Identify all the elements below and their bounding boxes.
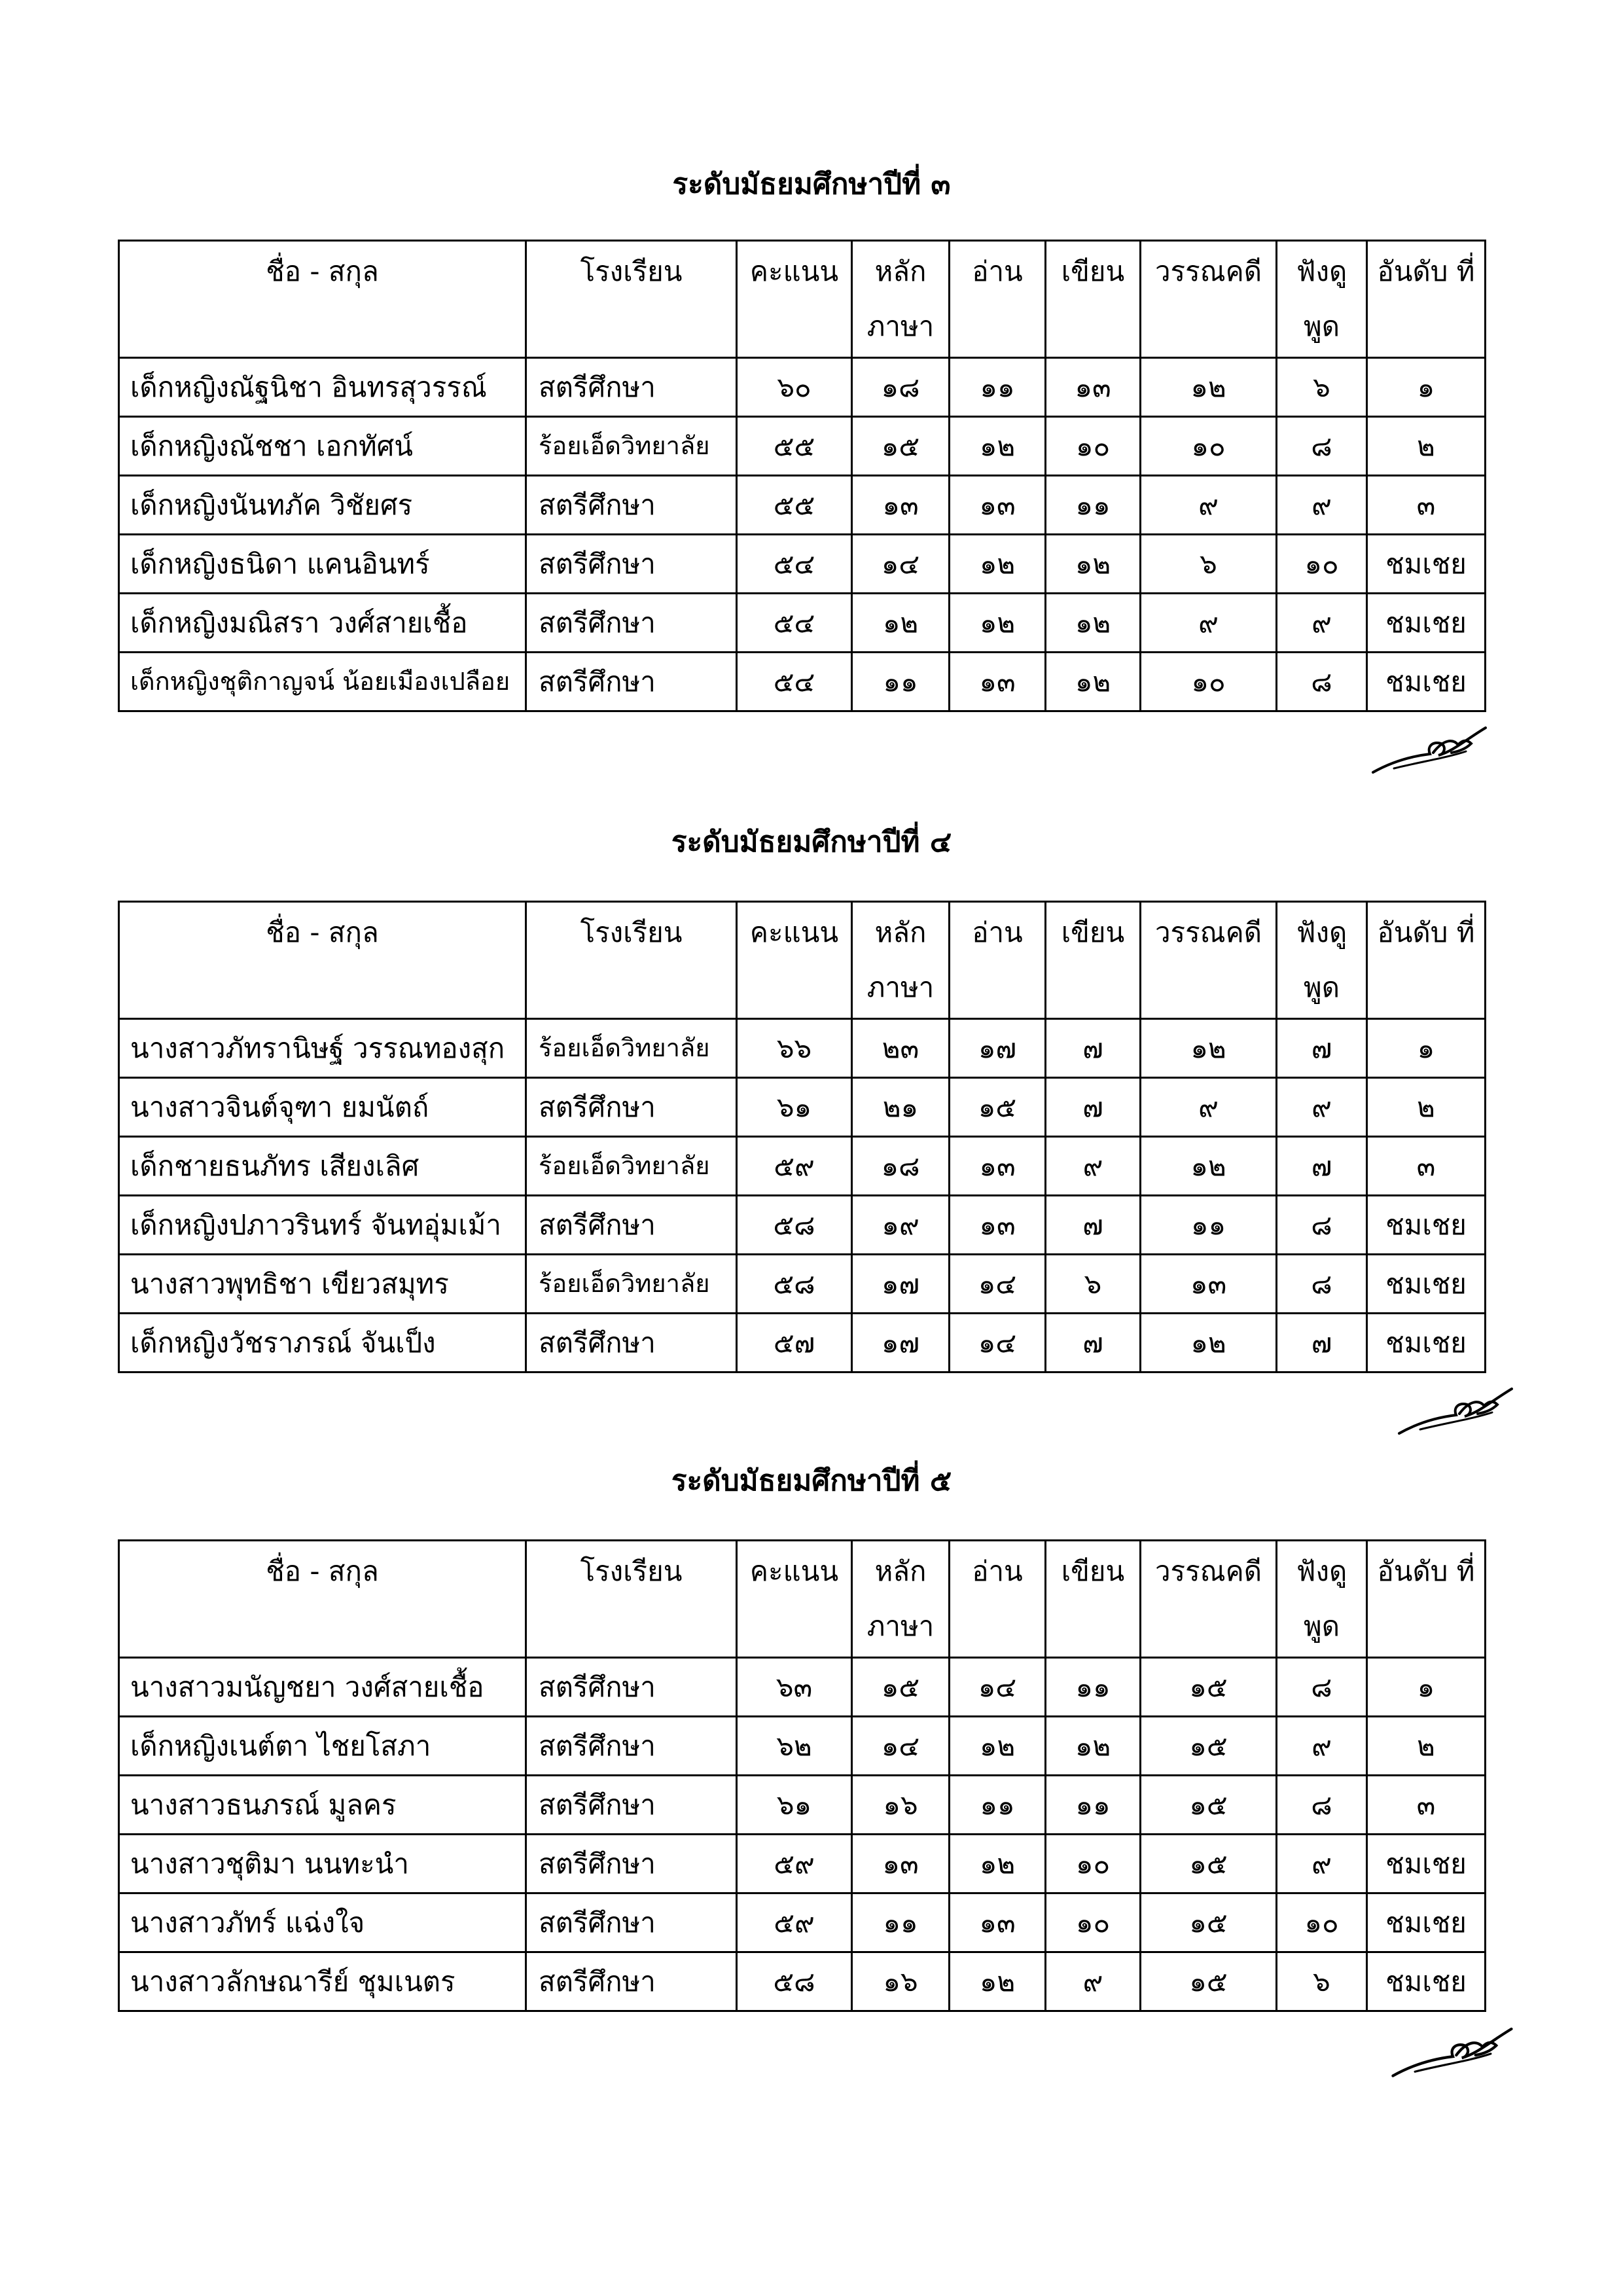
- cell-rank: ๒: [1367, 417, 1486, 476]
- table-row: [119, 417, 1486, 476]
- cell-school: สตรีศึกษา: [526, 1717, 737, 1776]
- cell-score: ๕๕: [737, 476, 852, 535]
- cell-literature: ๑๐: [1141, 417, 1277, 476]
- cell-rank: ชมเชย: [1367, 1255, 1486, 1314]
- cell-name: เด็กหญิงนันทภัค วิชัยศร: [119, 476, 526, 535]
- cell-reading: ๑๒: [950, 594, 1046, 653]
- cell-school: ร้อยเอ็ดวิทยาลัย: [526, 1137, 737, 1196]
- cell-score: ๕๔: [737, 535, 852, 594]
- cell-grammar: ๒๑: [852, 1078, 950, 1137]
- cell-writing: ๗: [1046, 1196, 1141, 1255]
- table-row: [119, 1255, 1486, 1314]
- col-header-grammar: หลัก ภาษา: [852, 902, 950, 1019]
- cell-school: ร้อยเอ็ดวิทยาลัย: [526, 417, 737, 476]
- cell-name: เด็กชายธนภัทร เสียงเลิศ: [119, 1137, 526, 1196]
- table-row: [119, 1717, 1486, 1776]
- col-header-rank: อันดับ ที่: [1367, 902, 1486, 1019]
- header-row: [119, 241, 1486, 358]
- cell-literature: ๑๕: [1141, 1952, 1277, 2011]
- cell-school: สตรีศึกษา: [526, 1952, 737, 2011]
- cell-listening-speaking: ๘: [1277, 1658, 1367, 1717]
- cell-score: ๖๓: [737, 1658, 852, 1717]
- cell-rank: ชมเชย: [1367, 1952, 1486, 2011]
- table-row: [119, 1019, 1486, 1078]
- cell-grammar: ๑๕: [852, 417, 950, 476]
- cell-literature: ๑๕: [1141, 1893, 1277, 1952]
- cell-grammar: ๑๕: [852, 1658, 950, 1717]
- cell-reading: ๑๓: [950, 476, 1046, 535]
- cell-rank: ๓: [1367, 1776, 1486, 1835]
- cell-listening-speaking: ๘: [1277, 653, 1367, 711]
- cell-name: นางสาวภัทร์ แฉ่งใจ: [119, 1893, 526, 1952]
- results-table: [118, 1539, 1486, 2012]
- cell-name: นางสาวลักษณารีย์ ชุมเนตร: [119, 1952, 526, 2011]
- section-title: ระดับมัธยมศึกษาปีที่ ๔: [671, 825, 952, 859]
- cell-literature: ๑๕: [1141, 1717, 1277, 1776]
- cell-school: สตรีศึกษา: [526, 594, 737, 653]
- cell-name: นางสาวธนภรณ์ มูลคร: [119, 1776, 526, 1835]
- cell-grammar: ๑๘: [852, 1137, 950, 1196]
- col-header-grammar: หลัก ภาษา: [852, 1541, 950, 1658]
- cell-listening-speaking: ๘: [1277, 1776, 1367, 1835]
- cell-listening-speaking: ๗: [1277, 1314, 1367, 1372]
- cell-literature: ๑๒: [1141, 358, 1277, 417]
- cell-literature: ๙: [1141, 594, 1277, 653]
- cell-writing: ๑๒: [1046, 653, 1141, 711]
- cell-school: สตรีศึกษา: [526, 476, 737, 535]
- cell-name: นางสาวมนัญชยา วงศ์สายเชื้อ: [119, 1658, 526, 1717]
- table-row: [119, 358, 1486, 417]
- cell-school: สตรีศึกษา: [526, 1078, 737, 1137]
- col-header-writing: เขียน: [1046, 902, 1141, 1019]
- cell-reading: ๑๓: [950, 1196, 1046, 1255]
- col-header-name: ชื่อ - สกุล: [119, 1541, 526, 1658]
- cell-grammar: ๑๗: [852, 1314, 950, 1372]
- cell-name: นางสาวจินต์จุฑา ยมนัตถ์: [119, 1078, 526, 1137]
- col-header-listening-speaking: ฟังดู พูด: [1277, 902, 1367, 1019]
- cell-score: ๖๐: [737, 358, 852, 417]
- cell-school: ร้อยเอ็ดวิทยาลัย: [526, 1255, 737, 1314]
- cell-writing: ๑๐: [1046, 1835, 1141, 1893]
- table-row: [119, 1658, 1486, 1717]
- cell-reading: ๑๒: [950, 1952, 1046, 2011]
- header-row: [119, 1541, 1486, 1658]
- cell-score: ๕๔: [737, 594, 852, 653]
- cell-school: ร้อยเอ็ดวิทยาลัย: [526, 1019, 737, 1078]
- cell-score: ๕๗: [737, 1314, 852, 1372]
- table-row: [119, 1893, 1486, 1952]
- cell-score: ๕๘: [737, 1255, 852, 1314]
- cell-grammar: ๑๑: [852, 653, 950, 711]
- cell-score: ๖๖: [737, 1019, 852, 1078]
- cell-grammar: ๒๓: [852, 1019, 950, 1078]
- col-header-reading: อ่าน: [950, 902, 1046, 1019]
- col-header-school: โรงเรียน: [526, 902, 737, 1019]
- cell-reading: ๑๔: [950, 1314, 1046, 1372]
- cell-literature: ๑๒: [1141, 1314, 1277, 1372]
- cell-name: เด็กหญิงณัชชา เอกทัศน์: [119, 417, 526, 476]
- cell-score: ๕๔: [737, 653, 852, 711]
- col-header-listening-speaking: ฟังดู พูด: [1277, 241, 1367, 358]
- cell-reading: ๑๔: [950, 1255, 1046, 1314]
- cell-grammar: ๑๖: [852, 1952, 950, 2011]
- cell-rank: ๒: [1367, 1078, 1486, 1137]
- results-table: [118, 901, 1486, 1373]
- cell-rank: ชมเชย: [1367, 535, 1486, 594]
- cell-listening-speaking: ๖: [1277, 358, 1367, 417]
- cell-writing: ๑๐: [1046, 1893, 1141, 1952]
- cell-writing: ๖: [1046, 1255, 1141, 1314]
- col-header-writing: เขียน: [1046, 241, 1141, 358]
- cell-school: สตรีศึกษา: [526, 1835, 737, 1893]
- cell-reading: ๑๑: [950, 1776, 1046, 1835]
- cell-listening-speaking: ๘: [1277, 417, 1367, 476]
- cell-listening-speaking: ๗: [1277, 1137, 1367, 1196]
- cell-name: เด็กหญิงวัชราภรณ์ จันเป็ง: [119, 1314, 526, 1372]
- cell-name: เด็กหญิงธนิดา แคนอินทร์: [119, 535, 526, 594]
- cell-literature: ๑๓: [1141, 1255, 1277, 1314]
- cell-literature: ๑๕: [1141, 1658, 1277, 1717]
- cell-grammar: ๑๘: [852, 358, 950, 417]
- col-header-rank: อันดับ ที่: [1367, 1541, 1486, 1658]
- cell-school: สตรีศึกษา: [526, 1314, 737, 1372]
- cell-grammar: ๑๔: [852, 1717, 950, 1776]
- cell-listening-speaking: ๗: [1277, 1019, 1367, 1078]
- cell-rank: ชมเชย: [1367, 1196, 1486, 1255]
- cell-writing: ๑๒: [1046, 535, 1141, 594]
- table-row: [119, 535, 1486, 594]
- cell-name: นางสาวภัทรานิษฐ์ วรรณทองสุก: [119, 1019, 526, 1078]
- cell-reading: ๑๓: [950, 653, 1046, 711]
- cell-writing: ๙: [1046, 1137, 1141, 1196]
- cell-writing: ๑๐: [1046, 417, 1141, 476]
- col-header-listening-speaking: ฟังดู พูด: [1277, 1541, 1367, 1658]
- col-header-reading: อ่าน: [950, 241, 1046, 358]
- cell-literature: ๑๕: [1141, 1835, 1277, 1893]
- cell-reading: ๑๒: [950, 1717, 1046, 1776]
- cell-writing: ๑๑: [1046, 1658, 1141, 1717]
- table-row: [119, 653, 1486, 711]
- col-header-writing: เขียน: [1046, 1541, 1141, 1658]
- cell-school: สตรีศึกษา: [526, 358, 737, 417]
- cell-listening-speaking: ๖: [1277, 1952, 1367, 2011]
- cell-score: ๕๙: [737, 1893, 852, 1952]
- cell-rank: ๓: [1367, 1137, 1486, 1196]
- cell-school: สตรีศึกษา: [526, 1776, 737, 1835]
- col-header-literature: วรรณคดี: [1141, 902, 1277, 1019]
- section-title: ระดับมัธยมศึกษาปีที่ ๕: [671, 1464, 952, 1498]
- col-header-score: คะแนน: [737, 902, 852, 1019]
- cell-name: เด็กหญิงณัฐนิชา อินทรสุวรรณ์: [119, 358, 526, 417]
- cell-rank: ชมเชย: [1367, 1835, 1486, 1893]
- cell-listening-speaking: ๙: [1277, 1078, 1367, 1137]
- cell-school: สตรีศึกษา: [526, 653, 737, 711]
- cell-rank: ๑: [1367, 358, 1486, 417]
- cell-score: ๕๙: [737, 1137, 852, 1196]
- signature-image: [1368, 720, 1492, 785]
- cell-score: ๕๙: [737, 1835, 852, 1893]
- cell-rank: ๑: [1367, 1658, 1486, 1717]
- cell-school: สตรีศึกษา: [526, 535, 737, 594]
- cell-rank: ชมเชย: [1367, 594, 1486, 653]
- cell-grammar: ๑๑: [852, 1893, 950, 1952]
- cell-listening-speaking: ๑๐: [1277, 1893, 1367, 1952]
- cell-grammar: ๑๓: [852, 476, 950, 535]
- cell-reading: ๑๕: [950, 1078, 1046, 1137]
- cell-grammar: ๑๙: [852, 1196, 950, 1255]
- cell-school: สตรีศึกษา: [526, 1196, 737, 1255]
- cell-reading: ๑๓: [950, 1893, 1046, 1952]
- cell-writing: ๑๓: [1046, 358, 1141, 417]
- col-header-score: คะแนน: [737, 1541, 852, 1658]
- cell-listening-speaking: ๑๐: [1277, 535, 1367, 594]
- cell-name: เด็กหญิงมณิสรา วงศ์สายเชื้อ: [119, 594, 526, 653]
- cell-writing: ๗: [1046, 1019, 1141, 1078]
- cell-score: ๕๘: [737, 1196, 852, 1255]
- col-header-school: โรงเรียน: [526, 1541, 737, 1658]
- cell-literature: ๙: [1141, 1078, 1277, 1137]
- table-row: [119, 1314, 1486, 1372]
- col-header-name: ชื่อ - สกุล: [119, 902, 526, 1019]
- cell-grammar: ๑๗: [852, 1255, 950, 1314]
- cell-name: นางสาวพุทธิชา เขียวสมุทร: [119, 1255, 526, 1314]
- cell-listening-speaking: ๘: [1277, 1255, 1367, 1314]
- table-row: [119, 1196, 1486, 1255]
- cell-reading: ๑๒: [950, 1835, 1046, 1893]
- table-row: [119, 1835, 1486, 1893]
- cell-literature: ๑๐: [1141, 653, 1277, 711]
- table-row: [119, 594, 1486, 653]
- cell-literature: ๑๕: [1141, 1776, 1277, 1835]
- col-header-literature: วรรณคดี: [1141, 241, 1277, 358]
- cell-school: สตรีศึกษา: [526, 1658, 737, 1717]
- cell-reading: ๑๓: [950, 1137, 1046, 1196]
- cell-rank: ๒: [1367, 1717, 1486, 1776]
- cell-rank: ชมเชย: [1367, 1893, 1486, 1952]
- cell-writing: ๑๒: [1046, 594, 1141, 653]
- cell-listening-speaking: ๙: [1277, 1717, 1367, 1776]
- col-header-score: คะแนน: [737, 241, 852, 358]
- cell-score: ๖๑: [737, 1078, 852, 1137]
- section-title: ระดับมัธยมศึกษาปีที่ ๓: [672, 168, 951, 201]
- cell-grammar: ๑๖: [852, 1776, 950, 1835]
- table-row: [119, 1952, 1486, 2011]
- table-row: [119, 1137, 1486, 1196]
- cell-rank: ชมเชย: [1367, 1314, 1486, 1372]
- cell-literature: ๑๑: [1141, 1196, 1277, 1255]
- cell-grammar: ๑๓: [852, 1835, 950, 1893]
- cell-school: สตรีศึกษา: [526, 1893, 737, 1952]
- cell-grammar: ๑๒: [852, 594, 950, 653]
- cell-listening-speaking: ๙: [1277, 594, 1367, 653]
- col-header-rank: อันดับ ที่: [1367, 241, 1486, 358]
- cell-reading: ๑๒: [950, 535, 1046, 594]
- cell-grammar: ๑๔: [852, 535, 950, 594]
- cell-listening-speaking: ๘: [1277, 1196, 1367, 1255]
- header-row: [119, 902, 1486, 1019]
- table-row: [119, 1078, 1486, 1137]
- cell-reading: ๑๗: [950, 1019, 1046, 1078]
- cell-literature: ๙: [1141, 476, 1277, 535]
- cell-name: เด็กหญิงชุติกาญจน์ น้อยเมืองเปลือย: [119, 653, 526, 711]
- cell-name: นางสาวชุติมา นนทะนำ: [119, 1835, 526, 1893]
- cell-reading: ๑๔: [950, 1658, 1046, 1717]
- cell-score: ๕๘: [737, 1952, 852, 2011]
- table-row: [119, 476, 1486, 535]
- cell-rank: ชมเชย: [1367, 653, 1486, 711]
- table-row: [119, 1776, 1486, 1835]
- col-header-literature: วรรณคดี: [1141, 1541, 1277, 1658]
- cell-writing: ๑๒: [1046, 1717, 1141, 1776]
- cell-reading: ๑๑: [950, 358, 1046, 417]
- cell-listening-speaking: ๙: [1277, 476, 1367, 535]
- cell-literature: ๑๒: [1141, 1137, 1277, 1196]
- cell-writing: ๑๑: [1046, 476, 1141, 535]
- col-header-school: โรงเรียน: [526, 241, 737, 358]
- cell-literature: ๑๒: [1141, 1019, 1277, 1078]
- cell-name: เด็กหญิงปภาวรินทร์ จันทอุ่มเม้า: [119, 1196, 526, 1255]
- cell-rank: ๓: [1367, 476, 1486, 535]
- cell-writing: ๗: [1046, 1078, 1141, 1137]
- cell-writing: ๗: [1046, 1314, 1141, 1372]
- cell-literature: ๖: [1141, 535, 1277, 594]
- cell-reading: ๑๒: [950, 417, 1046, 476]
- cell-score: ๕๕: [737, 417, 852, 476]
- col-header-name: ชื่อ - สกุล: [119, 241, 526, 358]
- signature-image: [1387, 2019, 1518, 2091]
- cell-score: ๖๑: [737, 1776, 852, 1835]
- col-header-grammar: หลัก ภาษา: [852, 241, 950, 358]
- cell-writing: ๑๑: [1046, 1776, 1141, 1835]
- cell-writing: ๙: [1046, 1952, 1141, 2011]
- cell-rank: ๑: [1367, 1019, 1486, 1078]
- cell-listening-speaking: ๙: [1277, 1835, 1367, 1893]
- cell-score: ๖๒: [737, 1717, 852, 1776]
- cell-name: เด็กหญิงเนต์ตา ไชยโสภา: [119, 1717, 526, 1776]
- results-table: [118, 240, 1486, 712]
- col-header-reading: อ่าน: [950, 1541, 1046, 1658]
- signature-image: [1394, 1381, 1518, 1446]
